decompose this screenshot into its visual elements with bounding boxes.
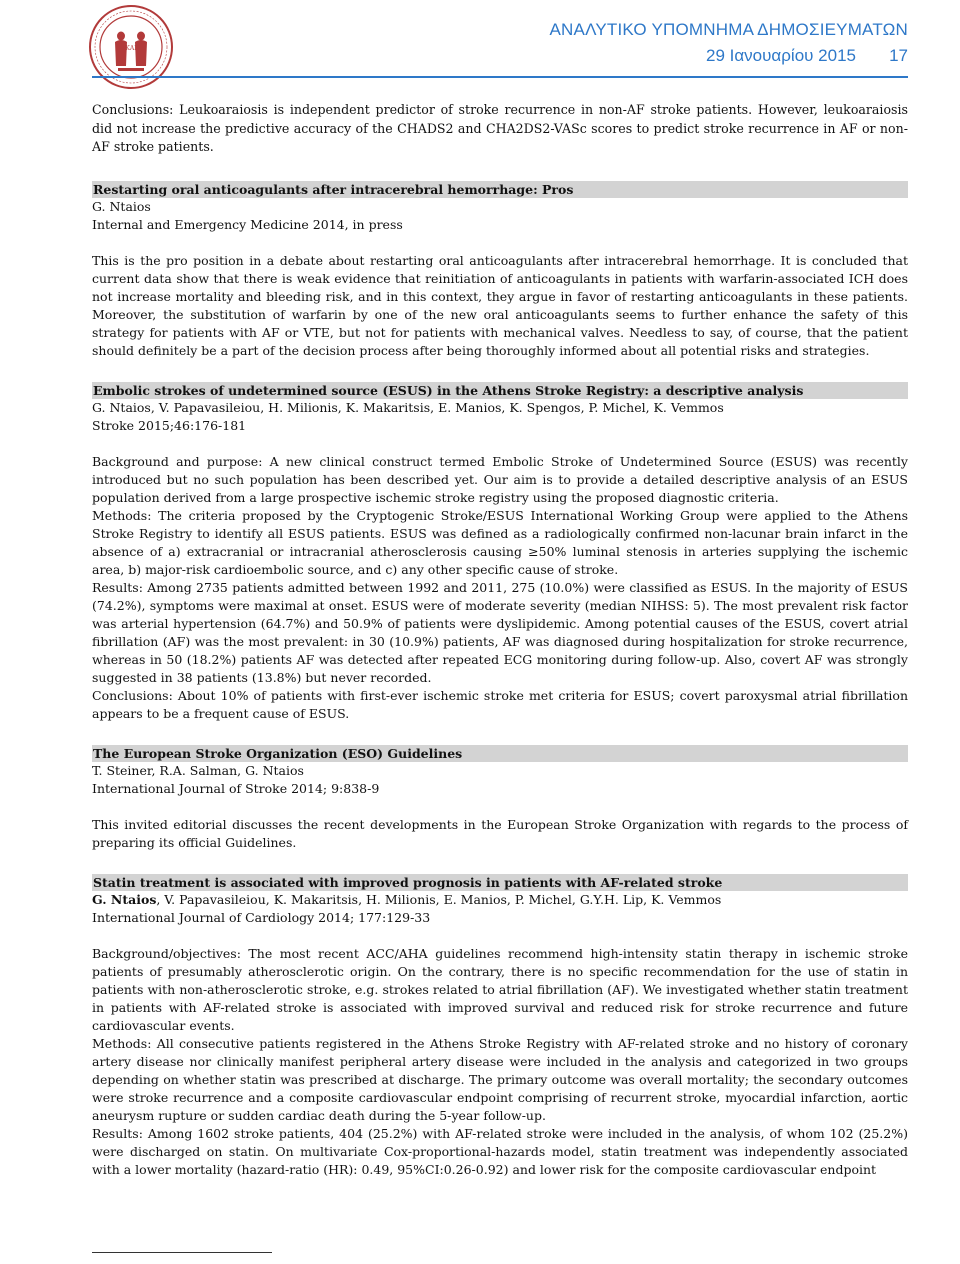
abstract-paragraph: This is the pro position in a debate about restarting oral anticoagulants after intracerebral hemorrhage. It is concluded that current data show that there is weak evidence that reinitiation of anticoagulants in patients with warfarin-associated ICH does not increase mortality and bleeding risk, and in this context, they argue in favor of restarting anticoagulants in these patients. Moreover, the substitution of warfarin by one of the new oral anticoagulants seems to further enhance the safety of this strategy for patients with AF or VTE, but not for patients with mechanical valves. Needless to say, of course, that the patient should definitely be a part of the decision process after being thoroughly informed about all potential risks and strategies. (92, 252, 908, 358)
previous-abstract-conclusions: Conclusions: Leukoaraiosis is independent predictor of stroke recurrence in non-AF stroke patients. However, leukoaraiosis did not increase the predictive accuracy of the CHADS2 and CHA2DS2-VASc scores to predict stroke recurrence in AF or non-AF stroke patients. (92, 102, 908, 155)
publication-authors: G. Ntaios, V. Papavasileiou, K. Makaritsis, H. Milionis, E. Manios, P. Michel, G.Y.H. Lip, K. Vemmos (92, 891, 722, 907)
header-divider (92, 76, 908, 78)
abstract-results: Results: Among 2735 patients admitted between 1992 and 2011, 275 (10.0%) were classified as ESUS. In the majority of ESUS (74.2%), symptoms were maximal at onset. ESUS were of moderate severity (median NIHSS: 5). The most prevalent risk factor was arterial hypertension (64.7%) and 50.9% of patients were dyslipidemic. Among potential causes of the ESUS, covert atrial fibrillation (AF) was the most prevalent: in 30 (10.9%) patients, AF was diagnosed during hospitalization for stroke recurrence, whereas in 50 (18.2%) patients AF was detected after repeated ECG monitoring during follow-up. Also, covert AF was strongly suggested in 38 patients (13.8%) but never recorded. (92, 579, 908, 685)
publication-title: Restarting oral anticoagulants after intracerebral hemorrhage: Pros (92, 181, 908, 198)
publication-journal: International Journal of Stroke 2014; 9:838-9 (92, 780, 380, 796)
publication-authors: T. Steiner, R.A. Salman, G. Ntaios (92, 762, 304, 778)
svg-text:ΚΑΙ: ΚΑΙ (125, 45, 137, 52)
publication-title: Statin treatment is associated with improved prognosis in patients with AF-related stroke (92, 874, 908, 891)
publication-journal: International Journal of Cardiology 2014; 177:129-33 (92, 909, 431, 925)
publication-entry (92, 181, 908, 360)
page-content (92, 101, 908, 1179)
publication-authors: G. Ntaios (92, 198, 151, 214)
publication-entry (92, 382, 908, 723)
footer-divider (92, 1252, 272, 1253)
publication-title: The European Stroke Organization (ESO) Guidelines (92, 745, 908, 762)
page-number: 17 (889, 46, 908, 65)
abstract-methods: Methods: All consecutive patients registered in the Athens Stroke Registry with AF-related stroke and no history of coronary artery disease nor clinically manifest peripheral artery disease were included in the analysis and categorized in two groups depending on whether statin was prescribed at discharge. The primary outcome was overall mortality; the secondary outcomes were stroke recurrence and a composite cardiovascular endpoint comprising of recurrent stroke, myocardial infarction, aortic aneurysm rupture or sudden cardiac death during the 5-year follow-up. (92, 1035, 908, 1123)
abstract-paragraph: This invited editorial discusses the recent developments in the European Stroke Organization with regards to the process of preparing its official Guidelines. (92, 816, 908, 850)
publication-entry (92, 745, 908, 852)
abstract-conclusions: Conclusions: About 10% of patients with first-ever ischemic stroke met criteria for ESUS; covert paroxysmal atrial fibrillation appears to be a frequent cause of ESUS. (92, 687, 908, 721)
publication-journal: Stroke 2015;46:176-181 (92, 417, 247, 433)
abstract-background: Background/objectives: The most recent ACC/AHA guidelines recommend high-intensity statin therapy in ischemic stroke patients of presumably atherosclerotic origin. On the contrary, there is no specific recommendation for the use of statin in patients with non-atherosclerotic stroke, e.g. strokes related to atrial fibrillation (AF). We investigated whether statin treatment in patients with AF-related stroke is associated with improved survival and reduced risk for stroke recurrence and future cardiovascular events. (92, 945, 908, 1033)
document-date: 29 Ιανουαρίου 2015 (705, 46, 856, 65)
publication-entry (92, 874, 908, 1179)
abstract-background: Background and purpose: A new clinical construct termed Embolic Stroke of Undetermined Source (ESUS) was recently introduced but no such population has been described yet. Our aim is to provide a detailed descriptive analysis of an ESUS population derived from a large prospective ischemic stroke registry using the proposed diagnostic criteria. (92, 453, 908, 505)
publication-title: Embolic strokes of undetermined source (ESUS) in the Athens Stroke Registry: a descriptive analysis (92, 382, 908, 399)
publication-journal: Internal and Emergency Medicine 2014, in press (92, 216, 403, 232)
document-header-title: ΑΝΑΛΥΤΙΚΟ ΥΠΟΜΝΗΜΑ ΔΗΜΟΣΙΕΥΜΑΤΩΝ (549, 20, 908, 39)
publication-authors: G. Ntaios, V. Papavasileiou, H. Milionis, K. Makaritsis, E. Manios, K. Spengos, P. Michel, K. Vemmos (92, 399, 724, 415)
abstract-results: Results: Among 1602 stroke patients, 404 (25.2%) with AF-related stroke were included in the analysis, of whom 102 (25.2%) were discharged on statin. On multivariate Cox-proportional-hazards model, statin treatment was independently associated with a lower mortality (hazard-ratio (HR): 0.49, 95%CI:0.26-0.92) and lower risk for the composite cardiovascular endpoint (92, 1125, 908, 1177)
abstract-methods: Methods: The criteria proposed by the Cryptogenic Stroke/ESUS International Working Group were applied to the Athens Stroke Registry to identify all ESUS patients. ESUS was defined as a radiologically confirmed non-lacunar brain infarct in the absence of a) extracranial or intracranial atherosclerosis causing ≥50% luminal stenosis in arteries supplying the ischemic area, b) major-risk cardioembolic source, and c) any other specific cause of stroke. (92, 507, 908, 577)
